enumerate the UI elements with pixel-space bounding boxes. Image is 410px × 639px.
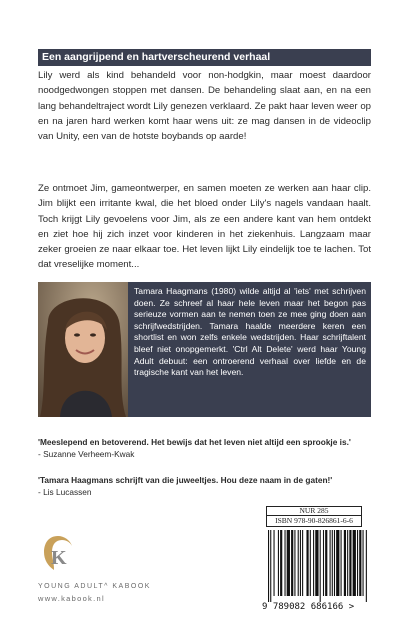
barcode-bars-icon <box>268 530 368 602</box>
review-quote-text: 'Meeslepend en betoverend. Het bewijs dat het leven niet altijd een sprookje is.' <box>38 437 351 447</box>
barcode-bar <box>306 530 308 596</box>
barcode-bar <box>325 530 327 596</box>
barcode-bar <box>270 530 271 602</box>
barcode-bar <box>334 530 335 596</box>
barcode-bar <box>353 530 356 596</box>
author-panel <box>38 282 371 417</box>
barcode-bar <box>268 530 269 602</box>
barcode-bar <box>336 530 339 596</box>
barcode-bar <box>291 530 293 596</box>
barcode-bar <box>310 530 311 596</box>
barcode-bar <box>278 530 279 596</box>
barcode-bar <box>332 530 333 596</box>
barcode-bar <box>349 530 351 596</box>
back-cover-headline: Een aangrijpend en hartverscheurend verhaal <box>38 49 371 66</box>
isbn-number: ISBN 978-90-826861-6-6 <box>266 516 362 527</box>
barcode-bar <box>302 530 303 596</box>
barcode-bar <box>363 530 364 596</box>
barcode-bar <box>287 530 290 596</box>
synopsis-paragraph-1: Lily werd als kind behandeld voor non-hodgkin, maar moest daardoor noodgedwongen stoppen met dansen. De behandeling slaat aan, en na een lang behandeltraject wordt Lily genezen verklaard. Ze pakt haar leven weer op en na jaren hard werken komt haar wens uit: ze mag dansen in de videoclip van Unity, een van de hotste boybands op aarde! <box>38 70 371 143</box>
barcode-bar <box>344 530 346 596</box>
author-photo <box>38 282 128 417</box>
barcode-bar <box>300 530 301 596</box>
kabook-k-icon <box>42 532 74 578</box>
publisher-logo <box>38 532 178 622</box>
barcode-bar <box>284 530 285 596</box>
publisher-name: YOUNG ADULT^ KABOOK <box>38 583 151 590</box>
svg-text:K: K <box>51 547 67 569</box>
review-quote-author: - Lis Lucassen <box>38 486 92 497</box>
barcode-area <box>232 506 378 615</box>
barcode-bar <box>298 530 299 596</box>
barcode-bar <box>357 530 358 596</box>
publisher-url: www.kabook.nl <box>38 594 105 603</box>
synopsis-paragraph-2: Ze ontmoet Jim, gameontwerper, en samen moeten ze werken aan haar clip. Jim blijkt een irritante kwal, die het bloed onder Lily's nagels vandaan haalt. Toch krijgt Lily gevoelens voor Jim, als ze een andere kant van hem ontdekt en ziet hoe hij zich inzet voor kinderen in het ziekenhuis. Langzaam maar zeker groeien ze naar elkaar toe. Het leven lijkt Lily eindelijk toe te lachen. Tot dat vreselijke moment... <box>38 183 371 271</box>
barcode-bar <box>330 530 331 596</box>
review-quote-2 <box>38 475 378 498</box>
barcode-bar <box>341 530 342 596</box>
barcode-bar <box>313 530 314 596</box>
nur-code: NUR 285 <box>266 506 362 516</box>
review-quote-text: 'Tamara Haagmans schrijft van die juweeltjes. Hou deze naam in de gaten!' <box>38 475 333 485</box>
barcode <box>262 530 376 615</box>
barcode-digits: 9 789082 686166 > <box>262 602 355 612</box>
barcode-bar <box>315 530 318 596</box>
barcode-bar <box>323 530 324 596</box>
author-bio: Tamara Haagmans (1980) wilde altijd al 'iets' met schrijven doen. Ze schreef al haar hele leven maar het begon pas serieuze vormen aan te nemen toen ze mee ging doen aan schrijfwedstrijden. Tamara haalde meerdere keren een shortlist en won zelfs enkele wedstrijden. Haar schrijftalent bleef niet onopgemerkt. 'Ctrl Alt Delete' werd haar Young Adult debuut: een ontroerend verhaal over liefde en de tragische kant van het leven. <box>134 286 366 378</box>
review-quote-1 <box>38 437 378 460</box>
barcode-bar <box>347 530 348 596</box>
review-quote-author: - Suzanne Verheem-Kwak <box>38 448 135 459</box>
author-portrait-image <box>38 282 128 417</box>
barcode-bar <box>359 530 361 596</box>
barcode-bar <box>273 530 274 596</box>
barcode-bar <box>320 530 321 602</box>
barcode-bar <box>366 530 367 602</box>
barcode-bar <box>280 530 282 596</box>
barcode-bar <box>294 530 295 596</box>
